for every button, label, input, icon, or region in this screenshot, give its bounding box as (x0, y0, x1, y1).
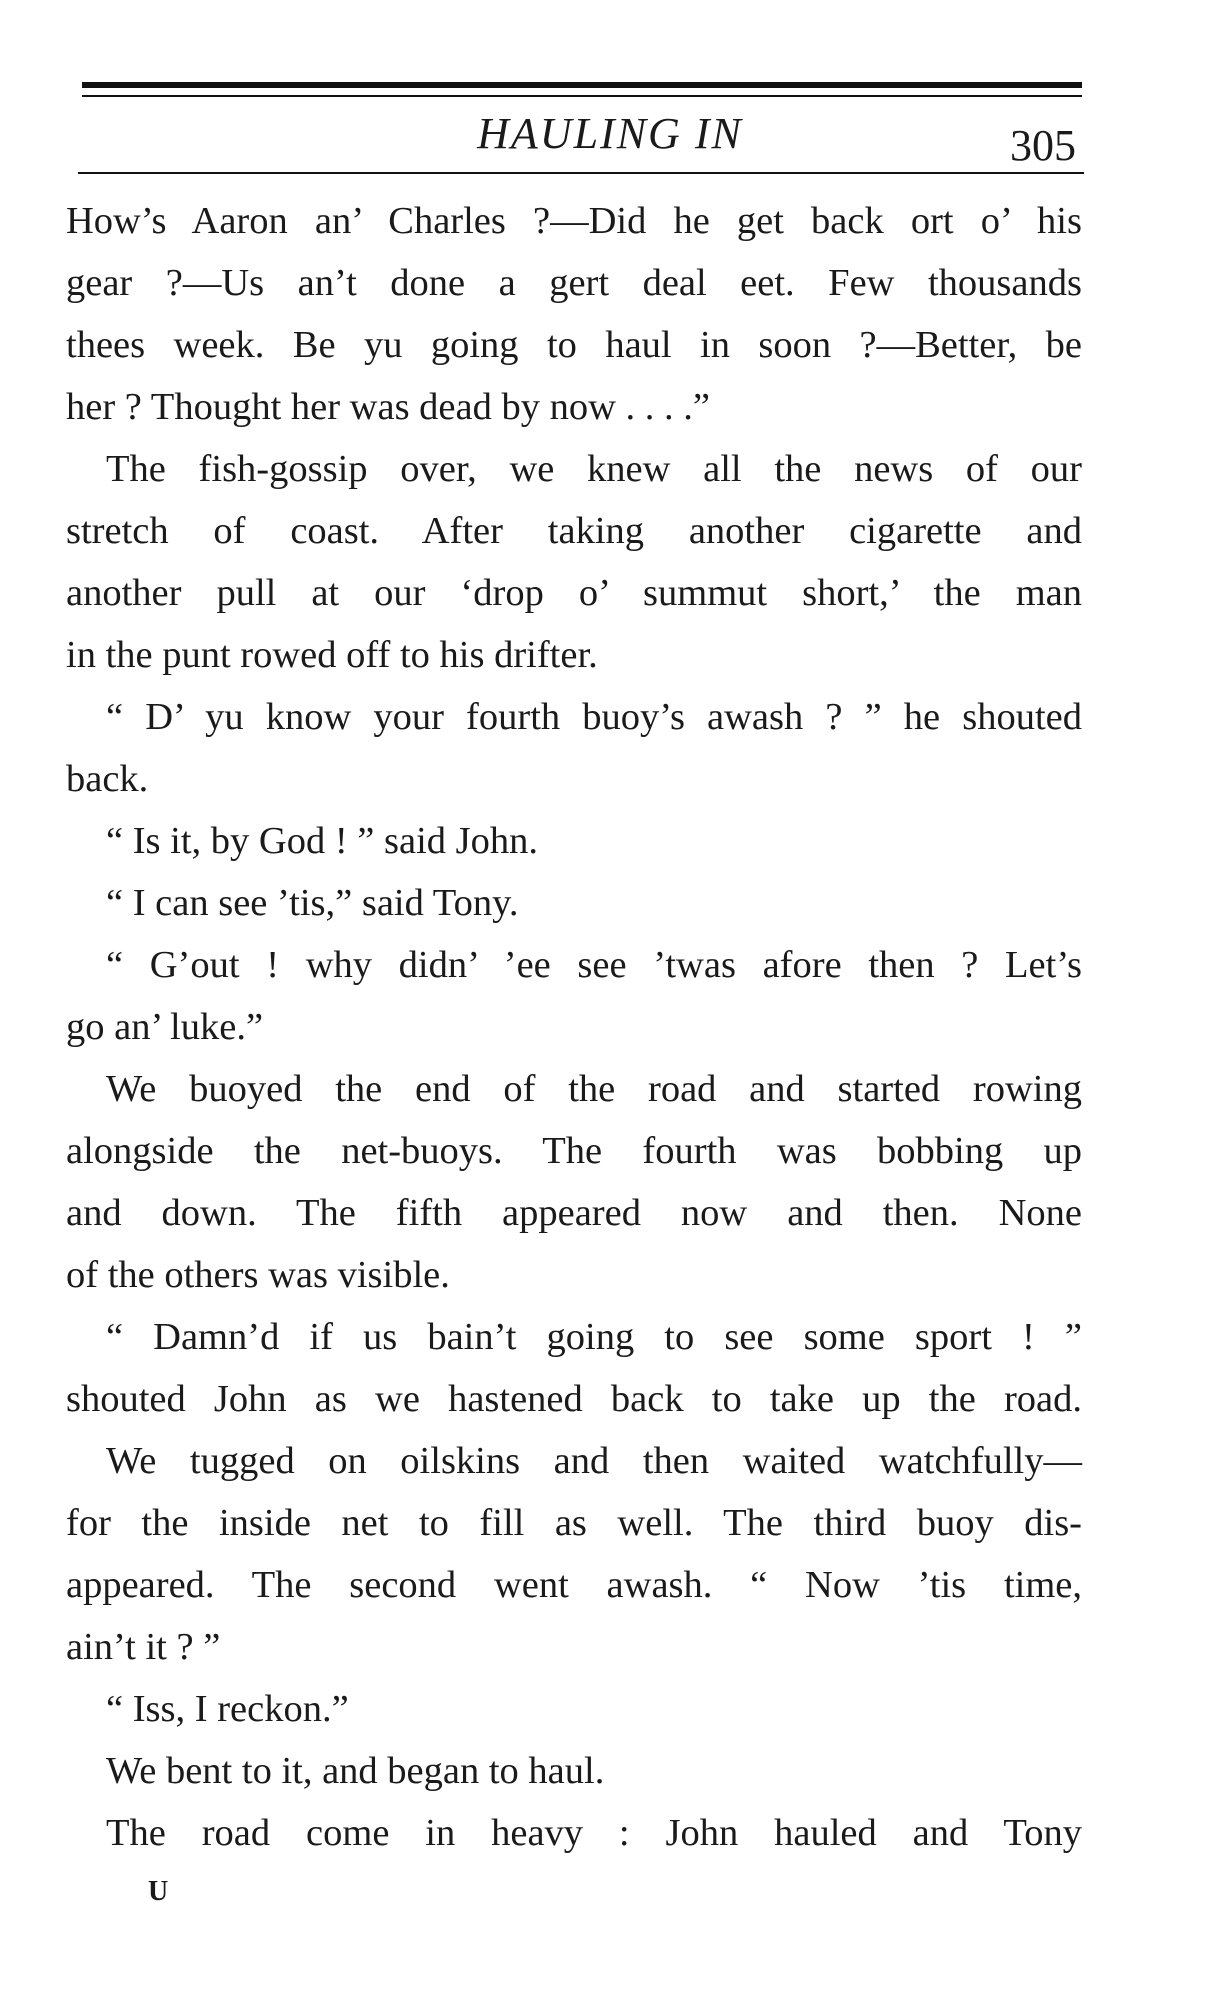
signature-mark: U (148, 1876, 169, 1907)
text-line: We buoyed the end of the road and started rowing (106, 1068, 1082, 1110)
body-text (66, 190, 1082, 1864)
text-line: “ Damn’d if us bain’t going to see some sport ! ” (106, 1316, 1082, 1358)
text-line: We tugged on oilskins and then waited watchfully— (106, 1440, 1082, 1482)
header-rule-thick (82, 82, 1082, 88)
header-underline (78, 172, 1084, 174)
text-line: gear ?—Us an’t done a gert deal eet. Few thousands (66, 262, 1082, 304)
page-number: 305 (1010, 121, 1076, 170)
text-line: of the others was visible. (66, 1254, 450, 1296)
text-line: How’s Aaron an’ Charles ?—Did he get back ort o’ his (66, 200, 1082, 242)
text-line: thees week. Be yu going to haul in soon ?—Better, be (66, 324, 1082, 366)
text-line: “ I can see ’tis,” said Tony. (106, 882, 519, 924)
text-line: “ G’out ! why didn’ ’ee see ’twas afore then ? Let’s (106, 944, 1082, 986)
text-line: her ? Thought her was dead by now . . . .” (66, 386, 710, 428)
text-line: another pull at our ‘drop o’ summut short,’ the man (66, 572, 1082, 614)
header-rule-thin (82, 95, 1082, 97)
text-line: alongside the net-buoys. The fourth was bobbing up (66, 1130, 1082, 1172)
text-line: “ Is it, by God ! ” said John. (106, 820, 538, 862)
running-head: HAULING IN (477, 109, 743, 158)
text-line: shouted John as we hastened back to take up the road. (66, 1378, 1082, 1420)
text-line: stretch of coast. After taking another cigarette and (66, 510, 1082, 552)
text-line: back. (66, 758, 149, 800)
text-line: The road come in heavy : John hauled and Tony (106, 1812, 1082, 1854)
text-line: go an’ luke.” (66, 1006, 264, 1048)
text-line: and down. The fifth appeared now and then. None (66, 1192, 1082, 1234)
text-line: appeared. The second went awash. “ Now ’tis time, (66, 1564, 1082, 1606)
text-line: We bent to it, and began to haul. (106, 1750, 605, 1792)
text-line: “ Iss, I reckon.” (106, 1688, 349, 1730)
text-line: “ D’ yu know your fourth buoy’s awash ? ” he shouted (106, 696, 1082, 738)
text-line: for the inside net to fill as well. The third buoy dis- (66, 1502, 1082, 1544)
text-line: ain’t it ? ” (66, 1626, 221, 1668)
text-line: in the punt rowed off to his drifter. (66, 634, 598, 676)
text-line: The fish-gossip over, we knew all the news of our (106, 448, 1082, 490)
